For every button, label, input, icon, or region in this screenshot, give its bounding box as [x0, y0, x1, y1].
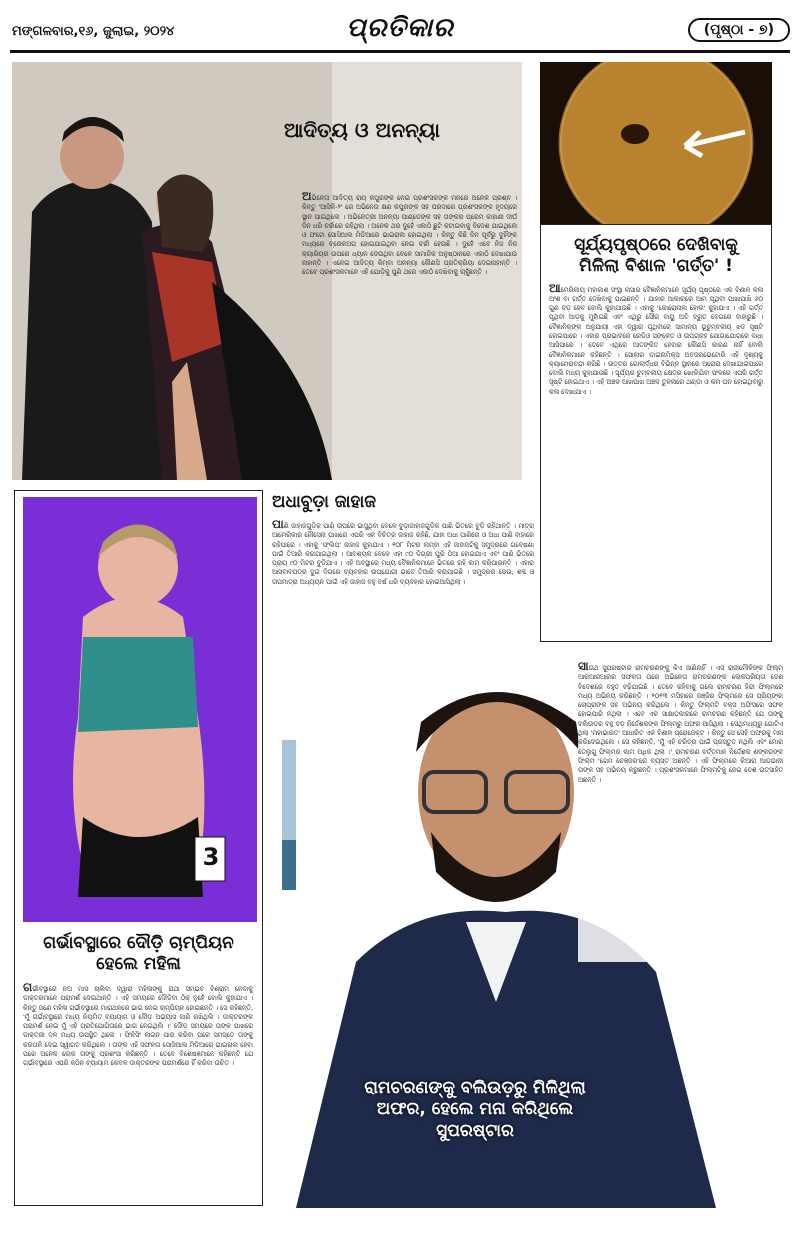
runner-bib-number: 3 — [202, 843, 220, 871]
sun-headline — [545, 235, 767, 278]
runner-photo — [23, 497, 257, 922]
aditya-dropcap: ଅ — [302, 192, 312, 203]
sun-story-box — [540, 224, 772, 642]
issue-date: ମଙ୍ଗଳବାର,୧୬, ଜୁଲାଇ, ୨୦୨୪ — [12, 24, 175, 39]
aditya-body — [302, 192, 517, 480]
sun-headline-line1: ସୂର୍ଯ୍ୟପୃଷ୍ଠରେ ଦେଖିବାକୁ — [574, 235, 738, 255]
ramcharan-headline-line1: ରାମଚରଣଙ୍କୁ ବଲିଉଡ଼ରୁ ମିଳିଥିଲା — [364, 1078, 586, 1098]
runner-story-box — [14, 490, 263, 1206]
ship-body-text: ଣି ଜାହାଜଗୁଡ଼ିକ ପାଣି ଉପରେ ଭାସୁଥିବା ବେଳେ ବୁଡ଼ାଜାହାଜଗୁଡ଼ିକ ପାଣି ଭିତରେ ବୁଡ଼ି ରହିଥାନ୍ତି । ମାତ୍ର ଆମେରିକାର ନୌସେନା ପାଖରେ ଏପରି ଏକ ବିଚିତ୍ର ଜାହାଜ ରହିଛି, ଯାହା ଅଧା ପାଣିରେ ଓ ଅଧା ପାଣି ବାହାରେ ରହିପାରେ । ଏହାକୁ 'ଫ୍ଲିପ' ଜାହାଜ କୁହାଯାଏ । ୧୦୮ ମିଟର ଲମ୍ବା ଏହି ଜାହାଜଟିକୁ ସମୁଦ୍ରରେ ଗବେଷଣା ପାଇଁ ତିଆରି କରାଯାଇଥିଲା । ଆବଶ୍ୟକ ବେଳେ ଏହା ୯୦ ଡିଗ୍ରୀ ଘୁରି ଠିଆ ହୋଇଯାଏ ଏବଂ ପାଣି ଭିତରେ ପ୍ରାୟ ୯୦ ମିଟର ବୁଡ଼ିଯାଏ । ଏହି ଅବସ୍ଥାରେ ମଧ୍ୟ ବୈଜ୍ଞାନିକମାନେ ଭିତରେ ରହି କାମ କରିପାରନ୍ତି । ଏହାର ଆସବାବପତ୍ର ଦୁଇ ଦିଗରେ ବ୍ୟବହାର ଉପଯୋଗୀ ଭାବେ ତିଆରି କରାଯାଇଛି । ସମୁଦ୍ରର ଢେଉ, ଶବ୍ଦ ଓ ତାପମାତ୍ରା ଅଧ୍ୟୟନ ପାଇଁ ଏହି ଜାହାଜ ବହୁ ବର୍ଷ ଧରି ବ୍ୟବହାର ହୋଇଆସିଥିଲା । — [272, 522, 534, 586]
page-number: (ପୃଷ୍ଠା - ୭) — [688, 18, 790, 42]
sun-body-text: ମେରିକୀୟ ମହାକାଶ ସଂସ୍ଥା ନାସାର ବୈଜ୍ଞାନିକମାନେ ସୂର୍ଯ୍ୟ ପୃଷ୍ଠରେ ଏକ ବିଶାଳ କଳା ଅଂଶ ବା ଗର୍ତ୍ତ ଦେଖିବାକୁ ପାଇଛନ୍ତି । ଯାହାର ଆକାରରେ ଆମ ପୃଥିବୀ ପାଖାପାଖି ୬୦ ଗୁଣ ବଡ଼ ହେବ ବୋଲି କୁହାଯାଉଛି । ଏହାକୁ 'କୋରୋନାଲ ହୋଲ' କୁହାଯାଏ । ଏହି ଗର୍ତ୍ତ ପୃଥିବୀ ଆଡ଼କୁ ମୁହାଁଇଛି ଏବଂ ଏଥିରୁ ସୌର ବାୟୁ ଅତି ଦ୍ରୁତ ବେଗରେ ବାହାରୁଛି । ବୈଜ୍ଞାନିକଙ୍କ ଅନୁଯାୟୀ ଏହା ଦ୍ୱାରା ପୃଥିବୀରେ ସାମାନ୍ୟ ଭୂଚୁମ୍ବକୀୟ ଝଡ଼ ସୃଷ୍ଟି ହୋଇପାରେ । ଏହାର ପ୍ରଭାବରେ ରେଡିଓ ସଙ୍କେତ ଓ ଉପଗ୍ରହ ଯୋଗାଯୋଗରେ ବାଧା ଆସିପାରେ । ତେବେ ଏଥିରେ ଆତଙ୍କିତ ହେବାର କୌଣସି କାରଣ ନାହିଁ ବୋଲି ବୈଜ୍ଞାନିକମାନେ କହିଛନ୍ତି । ସୋଲାର ଡାଇନାମିକ୍ସ ଅବଜରଭେଟୋରି ଏହି ଦୃଶ୍ୟକୁ କ୍ୟାମେରାବନ୍ଦୀ କରିଛି । ଉତ୍ତର ଗୋଲାର୍ଦ୍ଧର ବିଭିନ୍ନ ସ୍ଥାନରେ ଅରୋରା ଦେଖାଯାଇପାରେ ବୋଲି ମଧ୍ୟ କୁହାଯାଉଛି । ସୂର୍ଯ୍ୟର ଚୁମ୍ବକୀୟ କ୍ଷେତ୍ର ଖୋଲିଯିବା ଫଳରେ ଏପରି ଗର୍ତ୍ତ ସୃଷ୍ଟି ହୋଇଥାଏ । ଏହି ଅଞ୍ଚଳ ଆଖପାଖ ଅଞ୍ଚଳ ତୁଳନାରେ ଥଣ୍ଡା ଓ କମ ଘନ ହୋଇଥିବାରୁ କଳା ଦେଖାଯାଏ । — [549, 285, 763, 396]
aditya-ananya-panel — [12, 62, 522, 480]
ramcharan-headline-line3: ସୁପରଷ୍ଟାର — [436, 1120, 514, 1141]
runner-body — [23, 983, 253, 1197]
masthead-logo: ପ୍ରତିକାର — [346, 12, 454, 43]
runner-headline — [15, 933, 262, 976]
aditya-headline: ଆଦିତ୍ୟ ଓ ଅନନ୍ୟା — [284, 118, 440, 142]
runner-headline-line1: ଗର୍ଭାବସ୍ଥାରେ ଦୌଡ଼ି ଚାମ୍ପିୟନ — [43, 933, 234, 953]
aditya-body-text: ଭିନେତା ଆଦିତ୍ୟ ରାୟ କପୁରଙ୍କ ନେଇ ପ୍ରଶଂସକଙ୍କ ମନରେ ଅନେକ ପ୍ରଶ୍ନ । କିନ୍ତୁ 'ଆସିକି-୨' ରେ ଅଭିନେତା କ୍ଷଣ କପୁରଙ୍କ ସହ ପରଦାରେ ପ୍ରଶଂସକଙ୍କ ହୃଦୟରେ ସ୍ଥାନ ପାଇଥିଲେ । ଅଭିନେତ୍ରୀ ଅନନ୍ୟା ପାଣ୍ଡେଙ୍କ ସହ ତାଙ୍କର ପ୍ରେମ କାହାଣୀ ଦୀର୍ଘ ଦିନ ଧରି ଚର୍ଚ୍ଚାରେ ରହିଥିଲା । ଅନେକ ଥର ଦୁହେଁ ଏକାଠି ଛୁଟି କଟାଇବାକୁ ବିଦେଶ ଯାଇଥିଲେ ଓ ଫଟୋ ସୋସିଆଲ ମିଡିଆରେ ଭାଇରାଲ ହୋଇଥିଲା । କିନ୍ତୁ କିଛି ଦିନ ପୂର୍ବରୁ ଦୁହିଁଙ୍କ ମଧ୍ୟରେ ବ୍ରେକଅପ ହୋଇଯାଇଥିବା ନେଇ ଚର୍ଚ୍ଚା ହେଉଛି । ଦୁହେଁ ଏବେ ନିଜ ନିଜ କ୍ୟାରିୟର ଉପରେ ଧ୍ୟାନ ଦେଉଥିବା ବେଳେ ସାମାଜିକ ଅନୁଷ୍ଠାନରେ ଏକାଠି ଦେଖାଯାଉ ନାହାନ୍ତି । ଏନେଇ ଆଦିତ୍ୟ କିମ୍ବା ଅନନ୍ୟା କୌଣସି ପ୍ରତିକ୍ରିୟା ଦେଇନାହାନ୍ତି । ତେବେ ପ୍ରଶଂସକମାନେ ଏହି ଯୋଡ଼ିକୁ ପୁଣି ଥରେ ଏକାଠି ଦେଖିବାକୁ ଚାହୁଁଛନ୍ତି । — [302, 194, 517, 277]
ship-headline: ଅଧାବୁଡ଼ା ଜାହାଜ — [272, 492, 376, 512]
sun-headline-line2: ମିଳିଲା ବିଶାଳ 'ଗର୍ତ୍ତ' ! — [579, 256, 733, 277]
ship-dropcap: ପା — [272, 520, 284, 531]
runner-headline-line2: ହେଲେ ମହିଳା — [96, 954, 181, 975]
ramcharan-headline — [310, 1078, 640, 1142]
sun-photo — [540, 62, 772, 224]
ramcharan-dropcap: ସା — [578, 662, 589, 673]
ramcharan-body — [578, 662, 783, 962]
ramcharan-headline-line2: ଅଫର, ହେଲେ ମନା କରିଥିଲେ — [376, 1099, 574, 1120]
ramcharan-body-text: ଉଥ ସୁପରଷ୍ଟାର ରାମଚରଣଙ୍କୁ କିଏ ଜାଣିନାହିଁ । ଏସ ରାଜାମୌଳିଙ୍କ ଫିଲ୍ମ ଆରଆରଆରର ସଫଳତା ପରେ ଅଭିନେତା ରାମଚରଣଙ୍କ ଲୋକପ୍ରିୟତା ଦେଶ ବିଦେଶରେ ବହୁତ ବଢ଼ିଯାଇଛି । ତେବେ କହିବାକୁ ଗଲେ ରାମଚରଣ ହିନ୍ଦୀ ଫିଲ୍ମରେ ମଧ୍ୟ ଅଭିନୟ କରିଛନ୍ତି । ୨୦୧୩ ମସିହାରେ ଜଞ୍ଜିର ଫିଲ୍ମରେ ସେ ପ୍ରିୟଙ୍କା ଚୋପ୍ରାଙ୍କ ସହ ଅଭିନୟ କରିଥିଲେ । କିନ୍ତୁ ଫିଲ୍ମଟି ବକ୍ସ ଅଫିସରେ ସଫଳ ହୋଇପାରି ନଥିଲା । ଏବେ ଏକ ସାକ୍ଷାତକାରରେ ରାମଚରଣ କହିଛନ୍ତି ଯେ ତାଙ୍କୁ ବଲିଉଡର ବହୁ ବଡ଼ ନିର୍ଦ୍ଦେଶକଙ୍କ ଫିଲ୍ମରୁ ଅଫର ଆସିଥିଲା । ସେଥିମଧ୍ୟରୁ ଗୋଟିଏ ଥିଲା 'ମହାଭାରତ' ଆଧାରିତ ଏକ ବିଶାଳ ପ୍ରୋଜେକ୍ଟ । କିନ୍ତୁ ସେ ସେହି ଅଫରକୁ ମନା କରିଦେଇଥିଲେ । ସେ କହିଛନ୍ତି, 'ମୁଁ ଏହି ଚରିତ୍ର ପାଇଁ ପ୍ରସ୍ତୁତ ନଥିଲି ଏବଂ ମୋର ତେଲୁଗୁ ଫିଲ୍ମର କାମ ଅଧିକ ଥିଲା ।' ରାମଚରଣ ବର୍ତ୍ତମାନ ନିର୍ଦ୍ଦେଶକ ଶଙ୍କରଙ୍କ ଫିଲ୍ମ 'ଗେମ ଚେଞ୍ଜର'ରେ ବ୍ୟସ୍ତ ଅଛନ୍ତି । ଏହି ଫିଲ୍ମରେ କିଆରା ଆଡଭାନୀ ତାଙ୍କ ସହ ଅଭିନୟ କରୁଛନ୍ତି । ପ୍ରଶଂସକମାନେ ଫିଲ୍ମଟିକୁ ନେଇ ବେଶ ଉତ୍ସାହିତ ଅଛନ୍ତି । — [578, 664, 783, 784]
sun-body — [549, 284, 763, 624]
header-rule — [10, 50, 790, 53]
runner-body-text: ର୍ଭାବସ୍ଥାରେ ନଅ ମାସ ଚାଲିବା ଦ୍ୱାରା ମହିଳାଙ୍କୁ ଯଥା ସମ୍ଭବ ବିଶ୍ରାମ ନେବାକୁ ଡାକ୍ତରମାନେ ପରାମର୍ଶ ଦେଇଥାନ୍ତି । ଏହି ସମୟରେ ଦୌଡ଼ିବା ଠିକ୍ ନୁହେଁ ବୋଲି କୁହାଯାଏ । କିନ୍ତୁ ଜଣେ ମହିଳା ଗର୍ଭାବସ୍ଥାରେ ମାରାଥନରେ ଭାଗ ନେଇ ଚାମ୍ପିୟନ ହୋଇଛନ୍ତି । ସେ କହିଛନ୍ତି, 'ମୁଁ ଗର୍ଭାବସ୍ଥାରେ ମଧ୍ୟ ନିୟମିତ ବ୍ୟାୟାମ ଓ ଦୌଡ଼ ଅଭ୍ୟାସ ଜାରି ରଖିଥିଲି । ଡାକ୍ତରଙ୍କ ପରାମର୍ଶ ନେଇ ମୁଁ ଏହି ପ୍ରତିଯୋଗିତାରେ ଭାଗ ନେଇଥିଲି ।' ଦୌଡ଼ ସମୟରେ ତାଙ୍କ ପାଖରେ ଡାକ୍ତରୀ ଦଳ ମଧ୍ୟ ଉପସ୍ଥିତ ଥିଲେ । ଫିନିସିଂ ଲାଇନ ପାର କରିବା ପରେ ସମସ୍ତେ ତାଙ୍କୁ କରତାଳି ଦେଇ ସ୍ୱାଗତ କରିଥିଲେ । ତାଙ୍କ ଏହି ସଫଳତା ସୋସିଆଲ ମିଡିଆରେ ଭାଇରାଲ ହେବା ପରେ ଅନେକ ଲୋକ ତାଙ୍କୁ ପ୍ରଶଂସା କରିଛନ୍ତି । ତେବେ ବିଶେଷଜ୍ଞମାନେ କହିଛନ୍ତି ଯେ ଗର୍ଭାବସ୍ଥାରେ ଏପରି କଠିନ ବ୍ୟାୟାମ କେବଳ ଡାକ୍ତରଙ୍କ ପରାମର୍ଶରେ ହିଁ କରିବା ଉଚିତ । — [23, 985, 253, 1068]
runner-dropcap: ଗ — [23, 983, 33, 994]
sun-illustration — [540, 62, 772, 224]
sun-dropcap: ଆ — [549, 283, 561, 295]
